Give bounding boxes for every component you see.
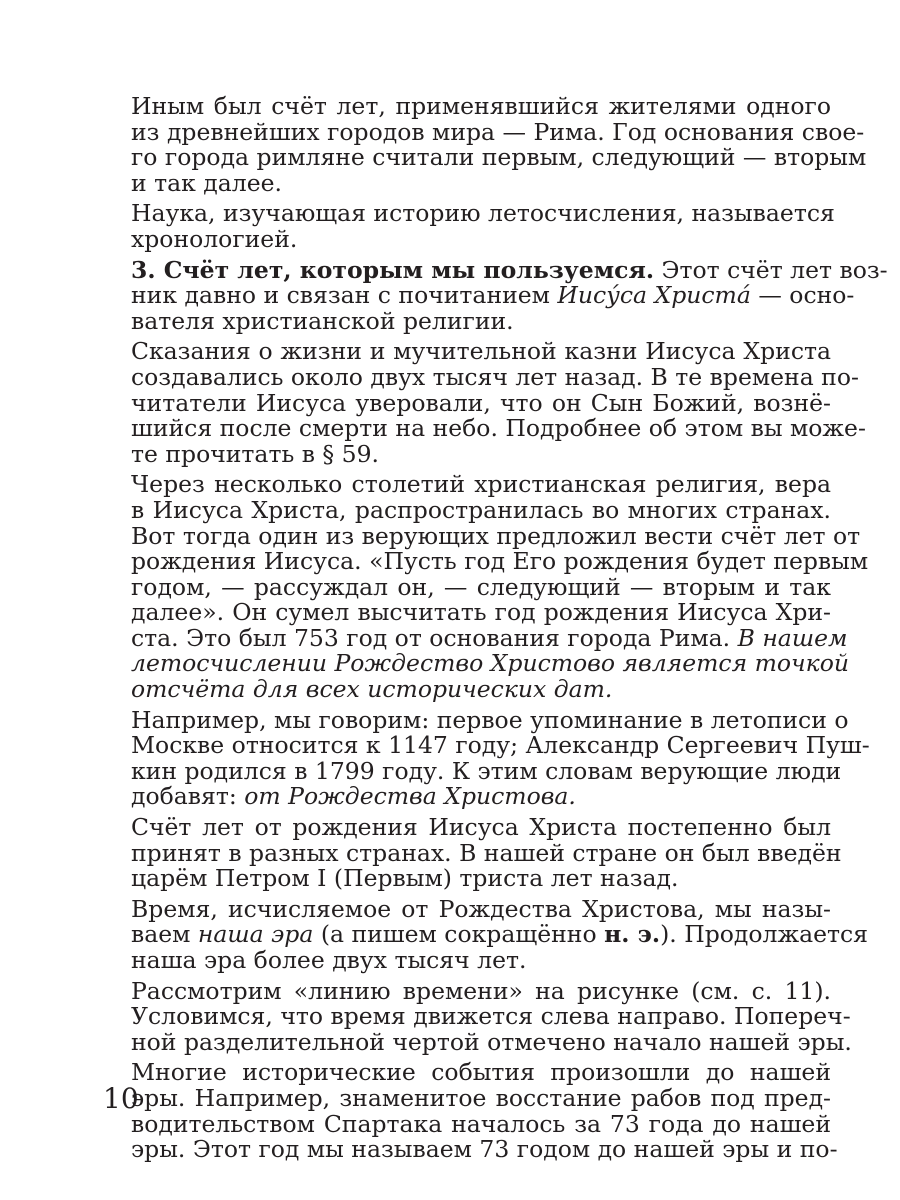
bold-abbreviation: н. э. [604, 920, 661, 949]
text-line: Москве относится к 1147 году; Александр Сергеевич Пуш- [131, 731, 870, 760]
text-run: ). Продолжается [660, 920, 868, 949]
text-line: те прочитать в § 59. [131, 439, 380, 468]
page-number: 10 [103, 1082, 139, 1115]
paragraph [131, 1058, 838, 1164]
page-body [131, 92, 888, 1168]
text-run: добавят: [131, 782, 245, 811]
text-run: ник давно и связан с почитанием [131, 281, 558, 310]
text-line [131, 784, 831, 810]
text-line: го города римляне считали первым, следующий — вторым [131, 143, 867, 172]
text-line: Сказания о жизни и мучительной казни Иисуса Христа [131, 337, 831, 366]
italic-term: Иису́са Христа́ [557, 281, 751, 310]
paragraph [131, 813, 842, 893]
text-line: годом, — рассуждал он, — следующий — вторым и так [131, 572, 831, 601]
text-line: рождения Иисуса. «Пусть год Его рождения будет первым [131, 547, 869, 576]
paragraph [131, 92, 867, 197]
text-line [131, 920, 868, 949]
italic-text: летосчислении Рождество Христово является точкой [131, 649, 849, 678]
text-line: кин родился в 1799 году. К этим словам верующие люди [131, 756, 842, 785]
italic-term: наша эра [197, 920, 314, 949]
text-run: Этот счёт лет воз- [654, 255, 888, 284]
text-run: ста. Это был 753 год от основания города Рима. [131, 623, 738, 652]
paragraph [131, 976, 852, 1056]
text-line: Многие исторические события произошли до нашей [131, 1058, 831, 1087]
text-line: наша эра более двух тысяч лет. [131, 946, 527, 974]
text-line: Наука, изучающая историю летосчисления, называется [131, 199, 835, 228]
italic-text: отсчёта для всех исторических дат. [131, 675, 613, 704]
text-line: шийся после смерти на небо. Подробнее об этом вы може- [131, 414, 866, 443]
text-line: далее». Он сумел высчитать год рождения Иисуса Хри- [131, 598, 831, 627]
text-line [131, 649, 849, 678]
paragraph [131, 894, 868, 974]
text-line [131, 281, 855, 310]
text-run: ваем [131, 920, 198, 949]
text-line: принят в разных странах. В нашей стране он был введён [131, 838, 842, 867]
italic-text: В нашем [737, 623, 848, 652]
text-line: эры. Этот год мы называем 73 годом до нашей эры и по- [131, 1135, 838, 1164]
text-line: Счёт лет от рождения Иисуса Христа постепенно был [131, 813, 831, 842]
text-line: хронологией. [131, 224, 298, 253]
text-line: Время, исчисляемое от Рождества Христова, мы назы- [131, 894, 831, 923]
paragraph [131, 199, 835, 253]
text-line [131, 623, 848, 652]
paragraph [131, 337, 866, 468]
text-line: читатели Иисуса уверовали, что он Сын Божий, вознё- [131, 388, 831, 417]
text-line: эры. Например, знаменитое восстание рабов под пред- [131, 1083, 831, 1112]
text-run: — осно- [750, 281, 855, 310]
text-line: водительством Спартака началось за 73 года до нашей [131, 1109, 831, 1138]
section-heading: 3. Счёт лет, которым мы пользуемся. [131, 255, 655, 284]
text-line: из древнейших городов мира — Рима. Год основания свое- [131, 117, 865, 146]
text-line: Условимся, что время движется слева направо. Попереч- [131, 1002, 851, 1031]
section-paragraph [131, 255, 888, 335]
text-line: царём Петром I (Первым) триста лет назад. [131, 864, 679, 893]
text-line [131, 677, 831, 703]
paragraph [131, 470, 869, 704]
text-run: (а пишем сокращённо [313, 920, 605, 949]
text-line: ной разделительной чертой отмечено начало нашей эры. [131, 1027, 852, 1056]
paragraph [131, 705, 870, 811]
text-line: Вот тогда один из верующих предложил вести счёт лет от [131, 521, 861, 550]
text-line: и так далее. [131, 168, 282, 197]
text-line [131, 255, 888, 284]
text-line: в Иисуса Христа, распространилась во многих странах. [131, 495, 831, 524]
text-line: Например, мы говорим: первое упоминание в летописи о [131, 705, 849, 734]
text-line: Иным был счёт лет, применявшийся жителями одного [131, 92, 831, 120]
text-line: Рассмотрим «линию времени» на рисунке (см. с. 11). [131, 976, 831, 1005]
text-line: вателя христианской религии. [131, 306, 514, 335]
italic-text: от Рождества Христова. [244, 782, 576, 811]
text-line: создавались около двух тысяч лет назад. В те времена по- [131, 362, 859, 391]
text-line: Через несколько столетий христианская религия, вера [131, 470, 831, 499]
